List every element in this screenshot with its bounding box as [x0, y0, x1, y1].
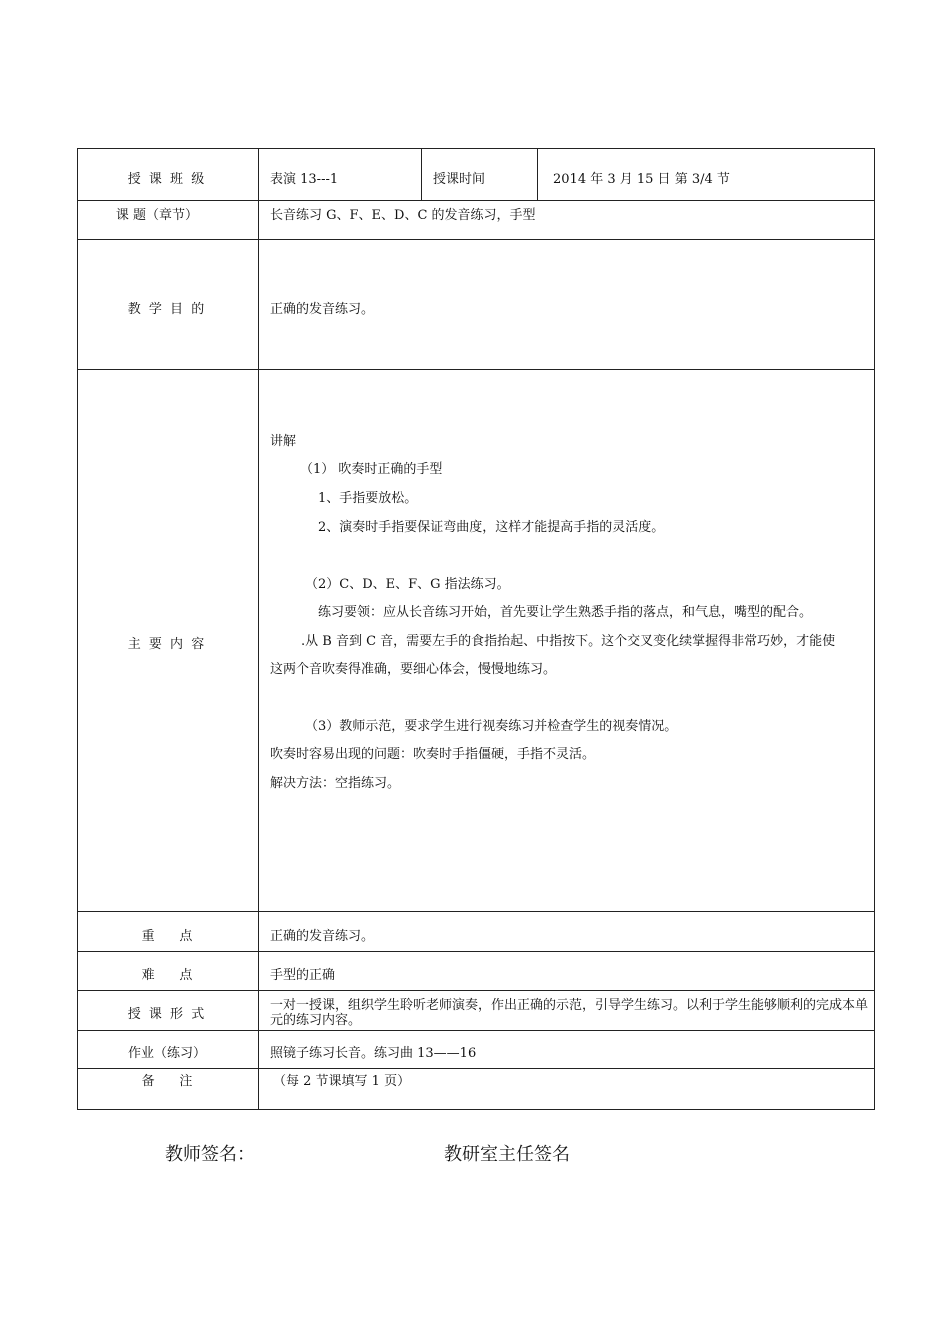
- row-divider: [77, 239, 874, 240]
- difficulty-value: 手型的正确: [270, 968, 336, 983]
- key-point-value: 正确的发音练习。: [270, 929, 375, 944]
- row-divider: [77, 951, 874, 952]
- content-line: 讲解: [270, 434, 297, 449]
- content-line: 这两个音吹奏得准确，要细心体会，慢慢地练习。: [270, 662, 557, 677]
- homework-label: 作业（练习）: [127, 1046, 206, 1061]
- content-line: （1） 吹奏时正确的手型: [300, 462, 443, 477]
- content-line: 2、演奏时手指要保证弯曲度，这样才能提高手指的灵活度。: [318, 520, 665, 535]
- time-label: 授课时间: [433, 172, 486, 187]
- column-divider: [421, 148, 422, 200]
- director-signature-label: 教研室主任签名: [444, 1144, 570, 1165]
- homework-value: 照镜子练习长音。练习曲 13——16: [270, 1046, 477, 1061]
- lesson-plan-table: [77, 148, 875, 1110]
- objective-value: 正确的发音练习。: [270, 302, 375, 317]
- content-line: 1、手指要放松。: [318, 491, 418, 506]
- row-divider: [77, 1030, 874, 1031]
- teacher-signature-label: 教师签名：: [165, 1144, 255, 1165]
- content-label: 主 要 内 容: [127, 637, 207, 652]
- content-line: 吹奏时容易出现的问题：吹奏时手指僵硬，手指不灵活。: [270, 747, 596, 762]
- time-value: 2014 年 3 月 15 日 第 3/4 节: [553, 172, 730, 187]
- column-divider: [258, 148, 259, 1109]
- content-line: （3）教师示范，要求学生进行视奏练习并检查学生的视奏情况。: [305, 719, 678, 734]
- class-value: 表演 13---1: [270, 172, 339, 187]
- content-line: 解决方法：空指练习。: [270, 776, 401, 791]
- row-divider: [77, 1068, 874, 1069]
- row-divider: [77, 200, 874, 201]
- form-label: 授 课 形 式: [127, 1007, 207, 1022]
- remark-label: 备 注: [141, 1074, 193, 1089]
- difficulty-label: 难 点: [141, 968, 193, 983]
- row-divider: [77, 990, 874, 991]
- topic-label: 课 题（章节）: [115, 208, 199, 223]
- row-divider: [77, 911, 874, 912]
- objective-label: 教 学 目 的: [127, 302, 207, 317]
- key-point-label: 重 点: [141, 929, 193, 944]
- content-line: 练习要领：应从长音练习开始，首先要让学生熟悉手指的落点，和气息，嘴型的配合。: [318, 605, 813, 620]
- class-label: 授 课 班 级: [127, 172, 207, 187]
- row-divider: [77, 369, 874, 370]
- content-line: .从 B 音到 C 音，需要左手的食指抬起、中指按下。这个交叉变化续掌握得非常巧妙，才能使: [301, 634, 836, 649]
- column-divider: [537, 148, 538, 200]
- topic-value: 长音练习 G、F、E、D、C 的发音练习，手型: [270, 208, 536, 223]
- content-line: （2）C、D、E、F、G 指法练习。: [305, 577, 510, 592]
- form-value: 一对一授课，组织学生聆听老师演奏，作出正确的示范，引导学生练习。以利于学生能够顺利的完成本单元的练习内容。: [270, 998, 869, 1028]
- remark-value: （每 2 节课填写 1 页）: [273, 1074, 411, 1089]
